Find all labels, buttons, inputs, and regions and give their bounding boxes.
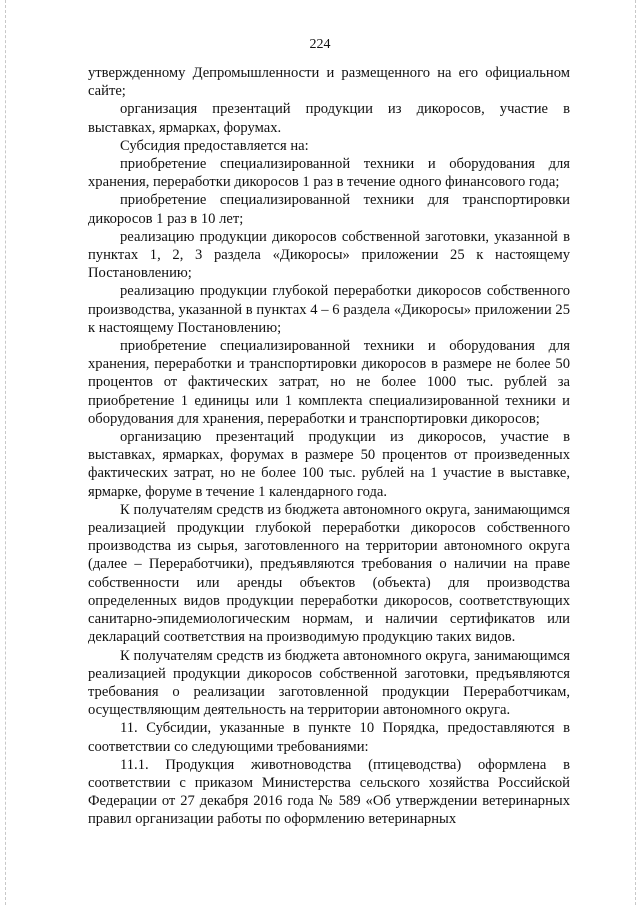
paragraph: реализацию продукции дикоросов собственной заготовки, указанной в пунктах 1, 2, 3 раздела «Дикоросы» приложении 25 к настоящему Постановлению;	[88, 228, 570, 282]
paragraph: приобретение специализированной техники и оборудования для хранения, переработки и транспортировки дикоросов в размере не более 50 процентов от фактических затрат, но не более 1000 тыс. рублей за приобретение 1 единицы или 1 комплекта специализированной техники и оборудования для хранения, переработки и транспортировки дикоросов;	[88, 338, 570, 427]
page-left-edge	[5, 0, 6, 905]
document-body	[88, 64, 570, 829]
paragraph: утвержденному Депромышленности и размещенного на его официальном сайте;	[88, 65, 570, 100]
paragraph: реализацию продукции глубокой переработки дикоросов собственного производства, указанной в пунктах 4 – 6 раздела «Дикоросы» приложении 25 к настоящему Постановлению;	[88, 283, 570, 336]
paragraph: 11.1. Продукция животноводства (птицеводства) оформлена в соответствии с приказом Министерства сельского хозяйства Российской Федерации от 27 декабря 2016 года № 589 «Об утверждении ветеринарных правил организации работы по оформлению ветеринарных	[88, 756, 570, 828]
page-number: 224	[309, 37, 331, 52]
paragraph: приобретение специализированной техники и оборудования для хранения, переработки дикоросов 1 раз в течение одного финансового года;	[88, 156, 570, 191]
paragraph: Субсидия предоставляется на:	[120, 137, 309, 154]
paragraph: организация презентаций продукции из дикоросов, участие в выставках, ярмарках, форумах.	[88, 101, 570, 136]
paragraph: К получателям средств из бюджета автономного округа, занимающимся реализацией продукции дикоросов собственной заготовки, предъявляются требования о реализации заготовленной продукции Переработчикам, осуществляющим деятельность на территории автономного округа.	[88, 647, 570, 719]
page-right-edge	[635, 0, 636, 905]
paragraph: 11. Субсидии, указанные в пункте 10 Порядка, предоставляются в соответствии со следующими требованиями:	[88, 720, 570, 755]
paragraph: организацию презентаций продукции из дикоросов, участие в выставках, ярмарках, форумах в размере 50 процентов от произведенных фактических затрат, но не более 100 тыс. рублей на 1 участие в выставке, ярмарке, форуме в течение 1 календарного года.	[88, 429, 570, 500]
paragraph: приобретение специализированной техники для транспортировки дикоросов 1 раз в 10 лет;	[88, 192, 570, 227]
paragraph: К получателям средств из бюджета автономного округа, занимающимся реализацией продукции глубокой переработки дикоросов собственного производства из сырья, заготовленного на территории автономного округа (далее – Переработчики), предъявляются требования о наличии на праве собственности или аренды объектов (объекта) для производства определенных видов продукции переработки дикоросов, соответствующих санитарно-эпидемиологическим нормам, и наличии сертификатов или деклараций соответствия на производимую продукцию таких видов.	[88, 501, 570, 646]
